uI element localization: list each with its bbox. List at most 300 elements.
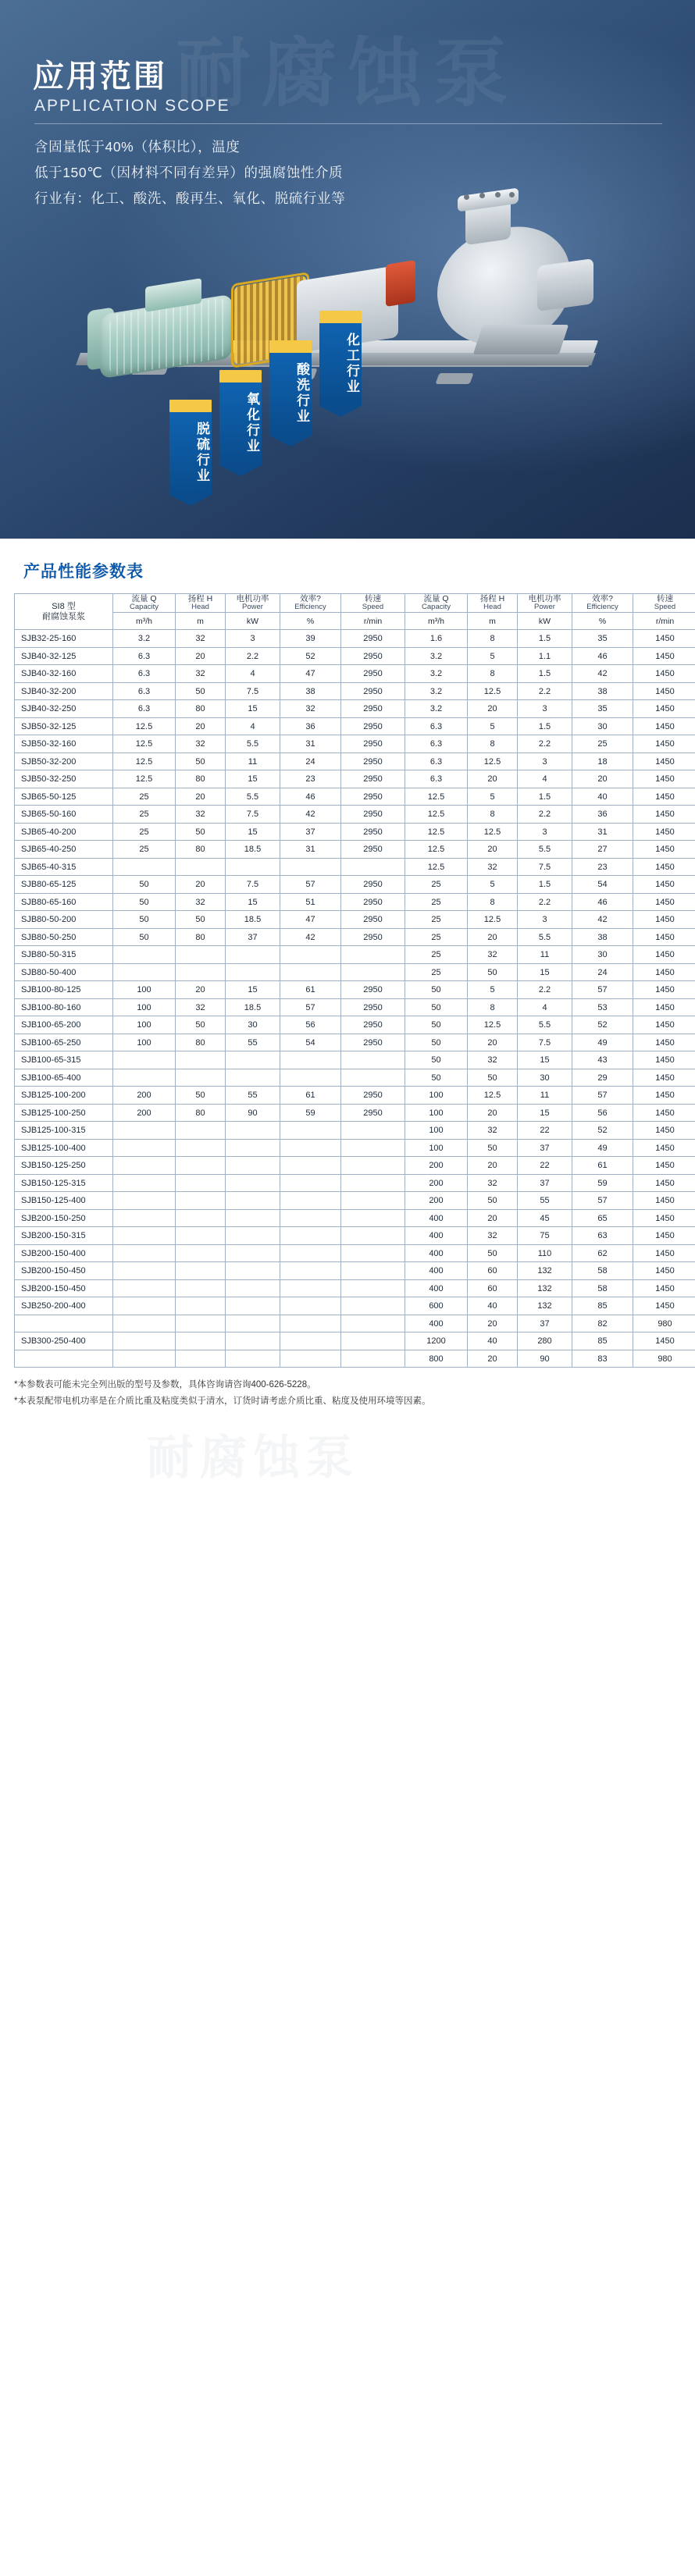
banner-notch: [219, 465, 262, 476]
table-cell: [341, 963, 405, 981]
cell-model: SJB150-125-250: [15, 1157, 113, 1175]
table-cell: 43: [572, 1051, 633, 1069]
table-cell: 25: [113, 806, 176, 824]
table-cell: 1450: [633, 753, 695, 770]
cell-model: SJB80-65-125: [15, 876, 113, 894]
table-row: [15, 1244, 695, 1262]
table-cell: 6.3: [405, 770, 468, 788]
header-cn: 电机功率: [528, 594, 561, 603]
cell-model: SJB40-32-200: [15, 682, 113, 700]
table-row: [15, 1087, 695, 1105]
table-cell: 5: [468, 788, 518, 806]
header-en: Capacity: [130, 603, 159, 612]
performance-parameter-table: [14, 593, 695, 1368]
unit-capacity-1: m³/h: [113, 612, 176, 630]
table-cell: 27: [572, 841, 633, 859]
table-cell: 36: [572, 806, 633, 824]
table-cell: 1200: [405, 1332, 468, 1350]
table-cell: 57: [572, 981, 633, 999]
table-cell: 7.5: [226, 682, 280, 700]
table-header-row: [15, 594, 695, 613]
table-cell: [280, 1051, 341, 1069]
table-cell: 80: [176, 841, 226, 859]
table-cell: 25: [405, 928, 468, 946]
table-cell: [226, 1139, 280, 1157]
table-cell: 47: [280, 911, 341, 929]
table-cell: 3.2: [405, 647, 468, 665]
table-cell: 32: [468, 946, 518, 964]
table-cell: 100: [405, 1122, 468, 1140]
table-cell: 2950: [341, 647, 405, 665]
table-cell: 1450: [633, 981, 695, 999]
column-header-speed-1: [341, 594, 405, 613]
page-title: 应用范围: [33, 59, 167, 94]
cell-model: SJB65-40-315: [15, 858, 113, 876]
header-en: Efficiency: [294, 603, 326, 612]
unit-efficiency-1: %: [280, 612, 341, 630]
table-cell: 61: [572, 1157, 633, 1175]
table-cell: [176, 1069, 226, 1087]
table-cell: [341, 1157, 405, 1175]
table-cell: 5.5: [226, 735, 280, 753]
table-cell: 5.5: [518, 928, 572, 946]
cell-model: SJB50-32-200: [15, 753, 113, 770]
table-cell: [176, 1122, 226, 1140]
table-cell: [280, 1350, 341, 1368]
table-cell: 20: [176, 647, 226, 665]
table-cell: [226, 1227, 280, 1245]
cell-model: SJB125-100-315: [15, 1122, 113, 1140]
unit-power-1: kW: [226, 612, 280, 630]
table-cell: 7.5: [518, 858, 572, 876]
cell-model: [15, 1350, 113, 1368]
table-cell: 2950: [341, 1034, 405, 1051]
industry-banner-chemical: [319, 311, 362, 417]
unit-power-2: kW: [518, 612, 572, 630]
hero-watermark-text: 耐腐蚀泵: [176, 32, 519, 116]
table-cell: [176, 1051, 226, 1069]
cell-model: SJB40-32-125: [15, 647, 113, 665]
table-cell: 50: [113, 893, 176, 911]
table-cell: 3.2: [405, 665, 468, 683]
table-notes: [14, 1377, 681, 1410]
header-en: Power: [534, 603, 555, 612]
table-cell: 400: [405, 1209, 468, 1227]
table-cell: 55: [226, 1034, 280, 1051]
table-cell: 57: [572, 1192, 633, 1210]
table-cell: 400: [405, 1279, 468, 1297]
table-cell: 1450: [633, 682, 695, 700]
table-cell: 2950: [341, 998, 405, 1016]
table-cell: 2950: [341, 893, 405, 911]
table-cell: 12.5: [405, 841, 468, 859]
table-cell: 7.5: [226, 806, 280, 824]
table-cell: 20: [468, 700, 518, 718]
column-header-efficiency-1: [280, 594, 341, 613]
header-en: Head: [483, 603, 501, 612]
table-cell: 50: [468, 1069, 518, 1087]
table-cell: 1450: [633, 841, 695, 859]
table-cell: 59: [280, 1104, 341, 1122]
table-cell: 100: [405, 1104, 468, 1122]
note-line-2: *本表泵配带电机功率是在介质比重及粘度类似于清水，订货时请考虑介质比重、粘度及使用环境等因素。: [14, 1397, 431, 1407]
table-cell: [226, 1297, 280, 1315]
table-cell: 24: [572, 963, 633, 981]
table-cell: 1450: [633, 893, 695, 911]
table-cell: 50: [176, 911, 226, 929]
table-cell: 32: [468, 1122, 518, 1140]
table-cell: 12.5: [468, 682, 518, 700]
table-cell: 6.3: [405, 753, 468, 770]
table-cell: 8: [468, 735, 518, 753]
cell-model: SJB80-50-315: [15, 946, 113, 964]
table-cell: [113, 1315, 176, 1332]
table-cell: 35: [572, 630, 633, 648]
table-cell: 24: [280, 753, 341, 770]
cell-model: SJB100-80-125: [15, 981, 113, 999]
table-cell: 25: [405, 876, 468, 894]
table-row: [15, 1209, 695, 1227]
table-cell: 52: [572, 1016, 633, 1034]
table-cell: 1450: [633, 1051, 695, 1069]
table-cell: [226, 1315, 280, 1332]
cell-model: SJB300-250-400: [15, 1332, 113, 1350]
table-cell: 200: [405, 1192, 468, 1210]
table-cell: 50: [468, 1244, 518, 1262]
table-cell: [280, 1139, 341, 1157]
table-cell: 1450: [633, 1157, 695, 1175]
cell-model: SJB100-65-400: [15, 1069, 113, 1087]
table-cell: [341, 1244, 405, 1262]
table-units-row: [15, 612, 695, 630]
table-cell: 1450: [633, 911, 695, 929]
table-cell: 200: [113, 1104, 176, 1122]
model-header-line2: 耐腐蚀泵浆: [42, 611, 85, 621]
table-cell: 3: [226, 630, 280, 648]
table-row: [15, 841, 695, 859]
table-row: [15, 893, 695, 911]
table-cell: 5.5: [518, 1016, 572, 1034]
table-cell: 2.2: [518, 735, 572, 753]
table-cell: 400: [405, 1227, 468, 1245]
table-cell: 100: [113, 1016, 176, 1034]
table-row: [15, 1350, 695, 1368]
table-cell: 2950: [341, 1087, 405, 1105]
table-cell: 20: [572, 770, 633, 788]
table-cell: 31: [280, 735, 341, 753]
column-header-head-1: [176, 594, 226, 613]
table-cell: 8: [468, 630, 518, 648]
table-cell: 1450: [633, 1192, 695, 1210]
table-cell: [113, 1209, 176, 1227]
table-cell: 60: [468, 1262, 518, 1280]
header-en: Power: [242, 603, 263, 612]
table-row: [15, 911, 695, 929]
cell-model: SJB100-65-250: [15, 1034, 113, 1051]
header-cn: 效率?: [592, 594, 613, 603]
table-cell: 2950: [341, 665, 405, 683]
industry-banner-pickling: [269, 340, 312, 447]
table-cell: 100: [405, 1139, 468, 1157]
table-cell: [280, 1122, 341, 1140]
hero-section: [0, 0, 695, 539]
table-cell: 15: [518, 963, 572, 981]
table-cell: 8: [468, 806, 518, 824]
table-cell: 25: [405, 946, 468, 964]
table-cell: 23: [572, 858, 633, 876]
table-cell: 15: [518, 1051, 572, 1069]
cell-model: SJB80-65-160: [15, 893, 113, 911]
table-cell: 1450: [633, 1034, 695, 1051]
cell-model: SJB200-150-250: [15, 1209, 113, 1227]
table-cell: [341, 1297, 405, 1315]
table-cell: 2950: [341, 876, 405, 894]
table-cell: 400: [405, 1315, 468, 1332]
table-head: [15, 594, 695, 630]
cell-model: SJB200-150-450: [15, 1262, 113, 1280]
table-cell: [113, 1227, 176, 1245]
cell-model: SJB40-32-250: [15, 700, 113, 718]
column-header-power-1: [226, 594, 280, 613]
table-cell: 110: [518, 1244, 572, 1262]
table-cell: 32: [176, 630, 226, 648]
table-row: [15, 1174, 695, 1192]
table-cell: 4: [226, 665, 280, 683]
table-cell: 1450: [633, 998, 695, 1016]
banner-label: 化工行业: [319, 323, 362, 406]
table-cell: 1450: [633, 1139, 695, 1157]
flange-bolt: [509, 192, 515, 197]
unit-head-2: m: [468, 612, 518, 630]
table-cell: 980: [633, 1350, 695, 1368]
table-cell: 1450: [633, 1069, 695, 1087]
table-cell: 2950: [341, 911, 405, 929]
table-cell: 56: [572, 1104, 633, 1122]
table-cell: 80: [176, 770, 226, 788]
table-cell: 6.3: [113, 665, 176, 683]
table-cell: 32: [176, 665, 226, 683]
table-cell: 2950: [341, 823, 405, 841]
table-cell: 42: [280, 806, 341, 824]
table-cell: 3.2: [405, 682, 468, 700]
table-cell: 3: [518, 823, 572, 841]
column-header-model: [15, 594, 113, 630]
spec-title: 产品性能参数表: [23, 563, 144, 581]
table-cell: 15: [518, 1104, 572, 1122]
table-cell: [341, 946, 405, 964]
table-row: [15, 665, 695, 683]
table-cell: 1.5: [518, 876, 572, 894]
table-cell: 100: [113, 998, 176, 1016]
table-cell: [341, 1332, 405, 1350]
table-cell: 22: [518, 1157, 572, 1175]
table-cell: 1450: [633, 1122, 695, 1140]
table-cell: 32: [468, 1051, 518, 1069]
table-cell: 3: [518, 753, 572, 770]
table-cell: 47: [280, 665, 341, 683]
table-cell: [226, 1262, 280, 1280]
industry-banner-desulfurization: [169, 400, 212, 506]
cell-model: SJB150-125-400: [15, 1192, 113, 1210]
table-cell: 1450: [633, 963, 695, 981]
banner-label: 酸洗行业: [269, 353, 312, 436]
table-cell: 1450: [633, 858, 695, 876]
table-cell: [226, 1069, 280, 1087]
table-cell: [176, 1350, 226, 1368]
table-cell: [113, 1174, 176, 1192]
table-cell: [113, 1350, 176, 1368]
table-cell: 2950: [341, 981, 405, 999]
table-cell: 50: [405, 1034, 468, 1051]
table-cell: 52: [280, 647, 341, 665]
page-subtitle: APPLICATION SCOPE: [34, 97, 230, 115]
table-cell: 11: [518, 946, 572, 964]
table-cell: [226, 1192, 280, 1210]
table-cell: 1450: [633, 700, 695, 718]
table-cell: 30: [226, 1016, 280, 1034]
table-cell: 40: [572, 788, 633, 806]
table-cell: 2950: [341, 1016, 405, 1034]
header-cn: 流量 Q: [423, 594, 449, 603]
table-cell: [280, 1209, 341, 1227]
header-cn: 扬程 H: [479, 594, 505, 603]
column-header-capacity-2: [405, 594, 468, 613]
table-cell: [341, 1139, 405, 1157]
column-header-power-2: [518, 594, 572, 613]
table-row: [15, 1122, 695, 1140]
table-cell: 50: [468, 1192, 518, 1210]
table-cell: [113, 1069, 176, 1087]
table-row: [15, 806, 695, 824]
cell-model: SJB250-200-400: [15, 1297, 113, 1315]
table-cell: 25: [572, 735, 633, 753]
table-cell: 2950: [341, 682, 405, 700]
table-cell: [280, 1192, 341, 1210]
table-cell: 90: [226, 1104, 280, 1122]
table-cell: [113, 946, 176, 964]
table-row: [15, 753, 695, 770]
table-cell: [176, 1192, 226, 1210]
table-cell: 6.3: [113, 647, 176, 665]
table-cell: [176, 1227, 226, 1245]
table-cell: [176, 1139, 226, 1157]
table-cell: 6.3: [405, 717, 468, 735]
table-cell: 32: [468, 858, 518, 876]
table-cell: [113, 1122, 176, 1140]
table-cell: 20: [468, 1315, 518, 1332]
table-cell: 4: [518, 998, 572, 1016]
table-cell: 30: [572, 946, 633, 964]
table-cell: 100: [113, 981, 176, 999]
table-row: [15, 928, 695, 946]
table-cell: 62: [572, 1244, 633, 1262]
table-row: [15, 1034, 695, 1051]
table-cell: 1450: [633, 1297, 695, 1315]
table-cell: [176, 1262, 226, 1280]
cell-model: SJB150-125-315: [15, 1174, 113, 1192]
header-cn: 转速: [365, 594, 381, 603]
table-cell: 50: [405, 998, 468, 1016]
table-cell: 2950: [341, 1104, 405, 1122]
table-cell: 52: [572, 1122, 633, 1140]
table-cell: 6.3: [113, 682, 176, 700]
header-cn: 流量 Q: [131, 594, 157, 603]
table-cell: 4: [226, 717, 280, 735]
table-cell: 1.6: [405, 630, 468, 648]
suction-nozzle: [537, 258, 593, 311]
table-cell: 1450: [633, 1174, 695, 1192]
table-cell: 15: [226, 770, 280, 788]
table-cell: 50: [113, 928, 176, 946]
header-cn: 电机功率: [236, 594, 269, 603]
unit-head-1: m: [176, 612, 226, 630]
unit-efficiency-2: %: [572, 612, 633, 630]
table-cell: 25: [405, 911, 468, 929]
table-cell: 59: [572, 1174, 633, 1192]
table-cell: 12.5: [113, 717, 176, 735]
table-cell: 49: [572, 1139, 633, 1157]
table-cell: 280: [518, 1332, 572, 1350]
cell-model: [15, 1315, 113, 1332]
table-cell: [113, 1332, 176, 1350]
table-cell: 1.5: [518, 630, 572, 648]
table-row: [15, 858, 695, 876]
table-cell: [226, 946, 280, 964]
table-cell: 1450: [633, 876, 695, 894]
header-en: Head: [191, 603, 209, 612]
table-cell: 40: [468, 1332, 518, 1350]
table-cell: 11: [226, 753, 280, 770]
table-cell: 12.5: [113, 735, 176, 753]
table-cell: 50: [405, 981, 468, 999]
table-cell: [280, 1174, 341, 1192]
header-en: Speed: [654, 603, 676, 612]
table-cell: 31: [572, 823, 633, 841]
table-cell: 1450: [633, 1087, 695, 1105]
banner-tag: [169, 400, 212, 412]
table-cell: 100: [113, 1034, 176, 1051]
table-cell: 18.5: [226, 841, 280, 859]
header-en: Speed: [362, 603, 384, 612]
table-cell: [176, 963, 226, 981]
table-cell: 2950: [341, 770, 405, 788]
table-cell: 15: [226, 893, 280, 911]
table-cell: [226, 963, 280, 981]
table-row: [15, 1051, 695, 1069]
table-cell: 32: [468, 1227, 518, 1245]
table-cell: 50: [405, 1016, 468, 1034]
table-cell: 1450: [633, 1209, 695, 1227]
table-cell: [226, 1279, 280, 1297]
table-cell: 18: [572, 753, 633, 770]
table-cell: 5: [468, 981, 518, 999]
banner-notch: [319, 406, 362, 417]
table-cell: 20: [468, 1157, 518, 1175]
table-cell: 3.2: [113, 630, 176, 648]
table-cell: 15: [226, 981, 280, 999]
table-cell: [113, 1157, 176, 1175]
table-cell: 980: [633, 1315, 695, 1332]
table-cell: 80: [176, 1034, 226, 1051]
table-cell: 132: [518, 1297, 572, 1315]
table-cell: 46: [572, 647, 633, 665]
table-cell: 2950: [341, 928, 405, 946]
table-cell: 80: [176, 700, 226, 718]
table-cell: [226, 1157, 280, 1175]
table-cell: 5: [468, 876, 518, 894]
table-cell: [176, 1315, 226, 1332]
table-cell: 57: [280, 998, 341, 1016]
